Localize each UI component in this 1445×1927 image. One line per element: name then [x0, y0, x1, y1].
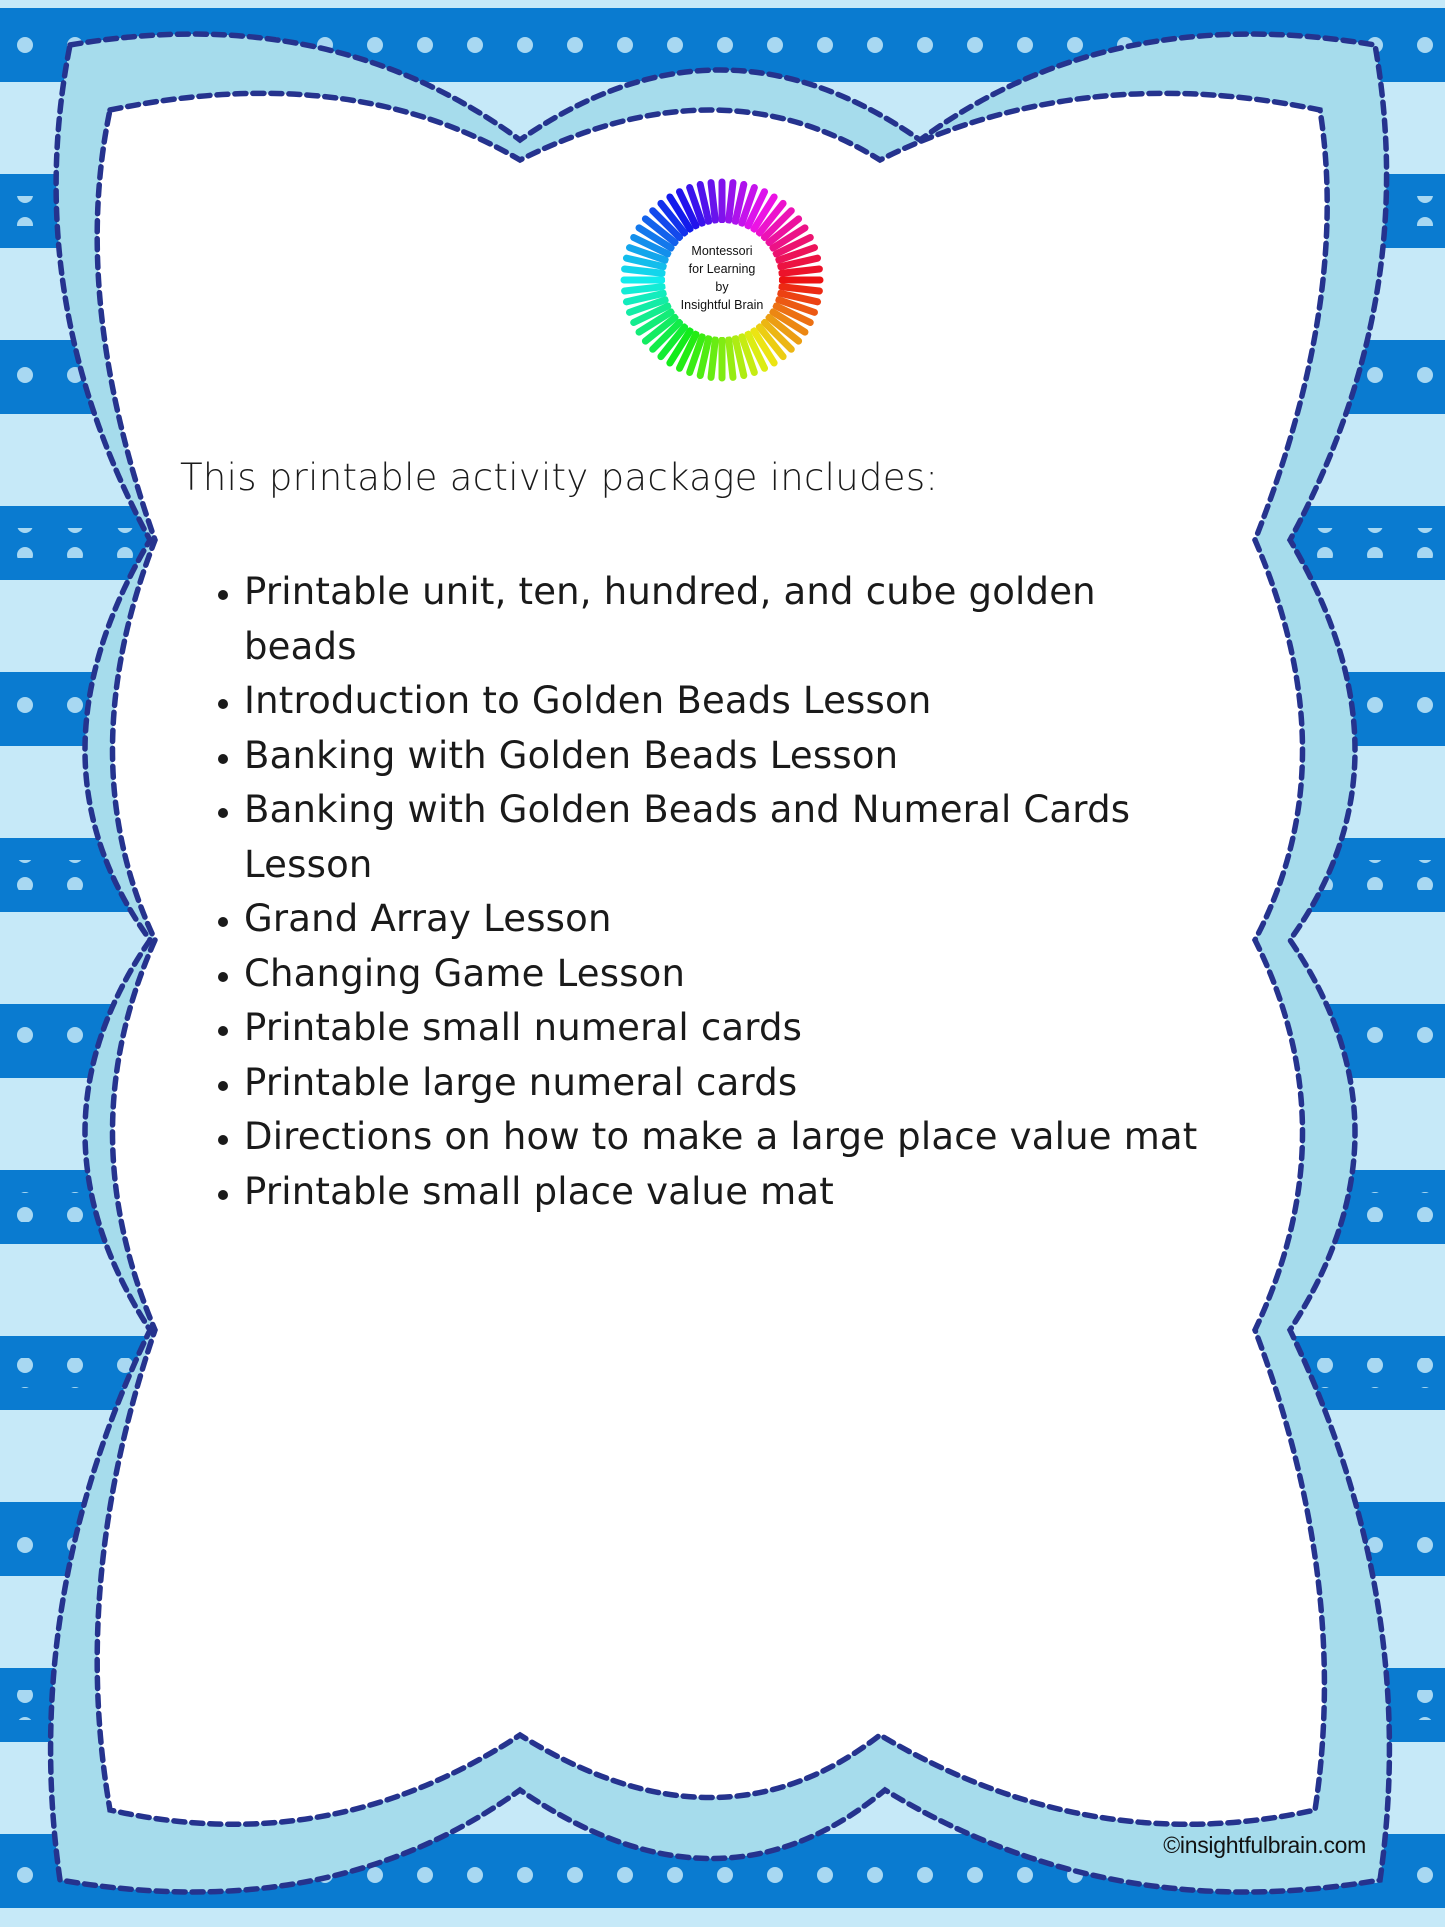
- list-item: Printable unit, ten, hundred, and cube golden beads: [182, 565, 1202, 674]
- list-item: Introduction to Golden Beads Lesson: [182, 674, 1202, 729]
- pencil-icon: [711, 340, 715, 378]
- logo-text: [662, 242, 782, 314]
- logo-line: Insightful Brain: [680, 298, 764, 312]
- list-item: Changing Game Lesson: [182, 947, 1202, 1002]
- logo-line: Montessori: [691, 244, 753, 258]
- list-item: Printable small place value mat: [182, 1165, 1202, 1220]
- list-item: Printable large numeral cards: [182, 1056, 1202, 1111]
- package-items-list: [182, 565, 1202, 1219]
- pencil-icon: [711, 183, 715, 221]
- pencil-icon: [782, 287, 820, 291]
- logo-line: for Learning: [688, 262, 756, 276]
- pencil-icon: [625, 287, 663, 291]
- list-item: Grand Array Lesson: [182, 892, 1202, 947]
- pencil-icon: [729, 183, 733, 221]
- copyright-footer: ©insightfulbrain.com: [1163, 1832, 1366, 1858]
- intro-heading: This printable activity package includes:: [180, 456, 939, 499]
- list-item: Directions on how to make a large place value mat: [182, 1110, 1202, 1165]
- logo-line: by: [715, 280, 729, 294]
- list-item: Banking with Golden Beads Lesson: [182, 729, 1202, 784]
- pencil-icon: [729, 340, 733, 378]
- pencil-icon: [625, 269, 663, 273]
- list-item: Banking with Golden Beads and Numeral Cards Lesson: [182, 783, 1202, 892]
- list-item: Printable small numeral cards: [182, 1001, 1202, 1056]
- pencil-icon: [782, 269, 820, 273]
